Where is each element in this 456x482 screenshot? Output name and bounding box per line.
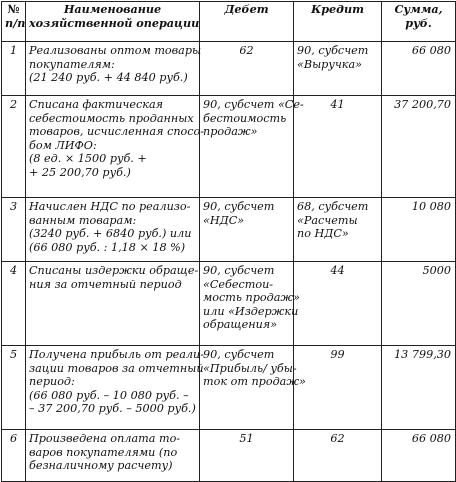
operation-description: Реализованы оптом товары покупателям: (21 240 руб. + 44 840 руб.): [26, 42, 200, 96]
table-row: [2, 346, 456, 430]
debit-cell: 51: [200, 430, 294, 482]
credit-cell: 62: [294, 430, 382, 482]
row-number: 3: [2, 198, 26, 262]
table-row: [2, 42, 456, 96]
row-number: 5: [2, 346, 26, 430]
operation-description: Произведена оплата то- варов покупателями (по безналичному расчету): [26, 430, 200, 482]
credit-cell: 68, субсчет «Расчеты по НДС»: [294, 198, 382, 262]
row-number: 4: [2, 262, 26, 346]
credit-cell: 44: [294, 262, 382, 346]
row-number: 6: [2, 430, 26, 482]
operations-table: [1, 1, 456, 482]
sum-cell: 5000: [382, 262, 456, 346]
credit-cell: 41: [294, 96, 382, 198]
operation-description: Получена прибыль от реали- зации товаров за отчетный период: (66 080 руб. – 10 080 руб. – – 37 200,70 руб. – 5000 руб.): [26, 346, 200, 430]
credit-cell: 99: [294, 346, 382, 430]
header-credit: Кредит: [294, 2, 382, 42]
sum-cell: 66 080: [382, 42, 456, 96]
row-number: 2: [2, 96, 26, 198]
row-number: 1: [2, 42, 26, 96]
debit-cell: 90, субсчет «Се- бестоимость продаж»: [200, 96, 294, 198]
table-row: [2, 262, 456, 346]
header-sum: Сумма, руб.: [382, 2, 456, 42]
header-debit: Дебет: [200, 2, 294, 42]
debit-cell: 90, субсчет «Прибыль/ убы- ток от продаж»: [200, 346, 294, 430]
header-num: № п/п: [2, 2, 26, 42]
operation-description: Списана фактическая себестоимость проданных товаров, исчисленная спосо- бом ЛИФО: (8 ед. × 1500 руб. + + 25 200,70 руб.): [26, 96, 200, 198]
debit-cell: 90, субсчет «Себестои- мость продаж» или «Издержки обращения»: [200, 262, 294, 346]
table-row: [2, 198, 456, 262]
header-row: [2, 2, 456, 42]
table-row: [2, 96, 456, 198]
header-operation-name: Наименование хозяйственной операции: [26, 2, 200, 42]
operation-description: Списаны издержки обраще- ния за отчетный период: [26, 262, 200, 346]
debit-cell: 90, субсчет «НДС»: [200, 198, 294, 262]
operation-description: Начислен НДС по реализо- ванным товарам: (3240 руб. + 6840 руб.) или (66 080 руб. : 1,18 × 18 %): [26, 198, 200, 262]
sum-cell: 37 200,70: [382, 96, 456, 198]
credit-cell: 90, субсчет «Выручка»: [294, 42, 382, 96]
debit-cell: 62: [200, 42, 294, 96]
table-row: [2, 430, 456, 482]
sum-cell: 66 080: [382, 430, 456, 482]
sum-cell: 13 799,30: [382, 346, 456, 430]
sum-cell: 10 080: [382, 198, 456, 262]
